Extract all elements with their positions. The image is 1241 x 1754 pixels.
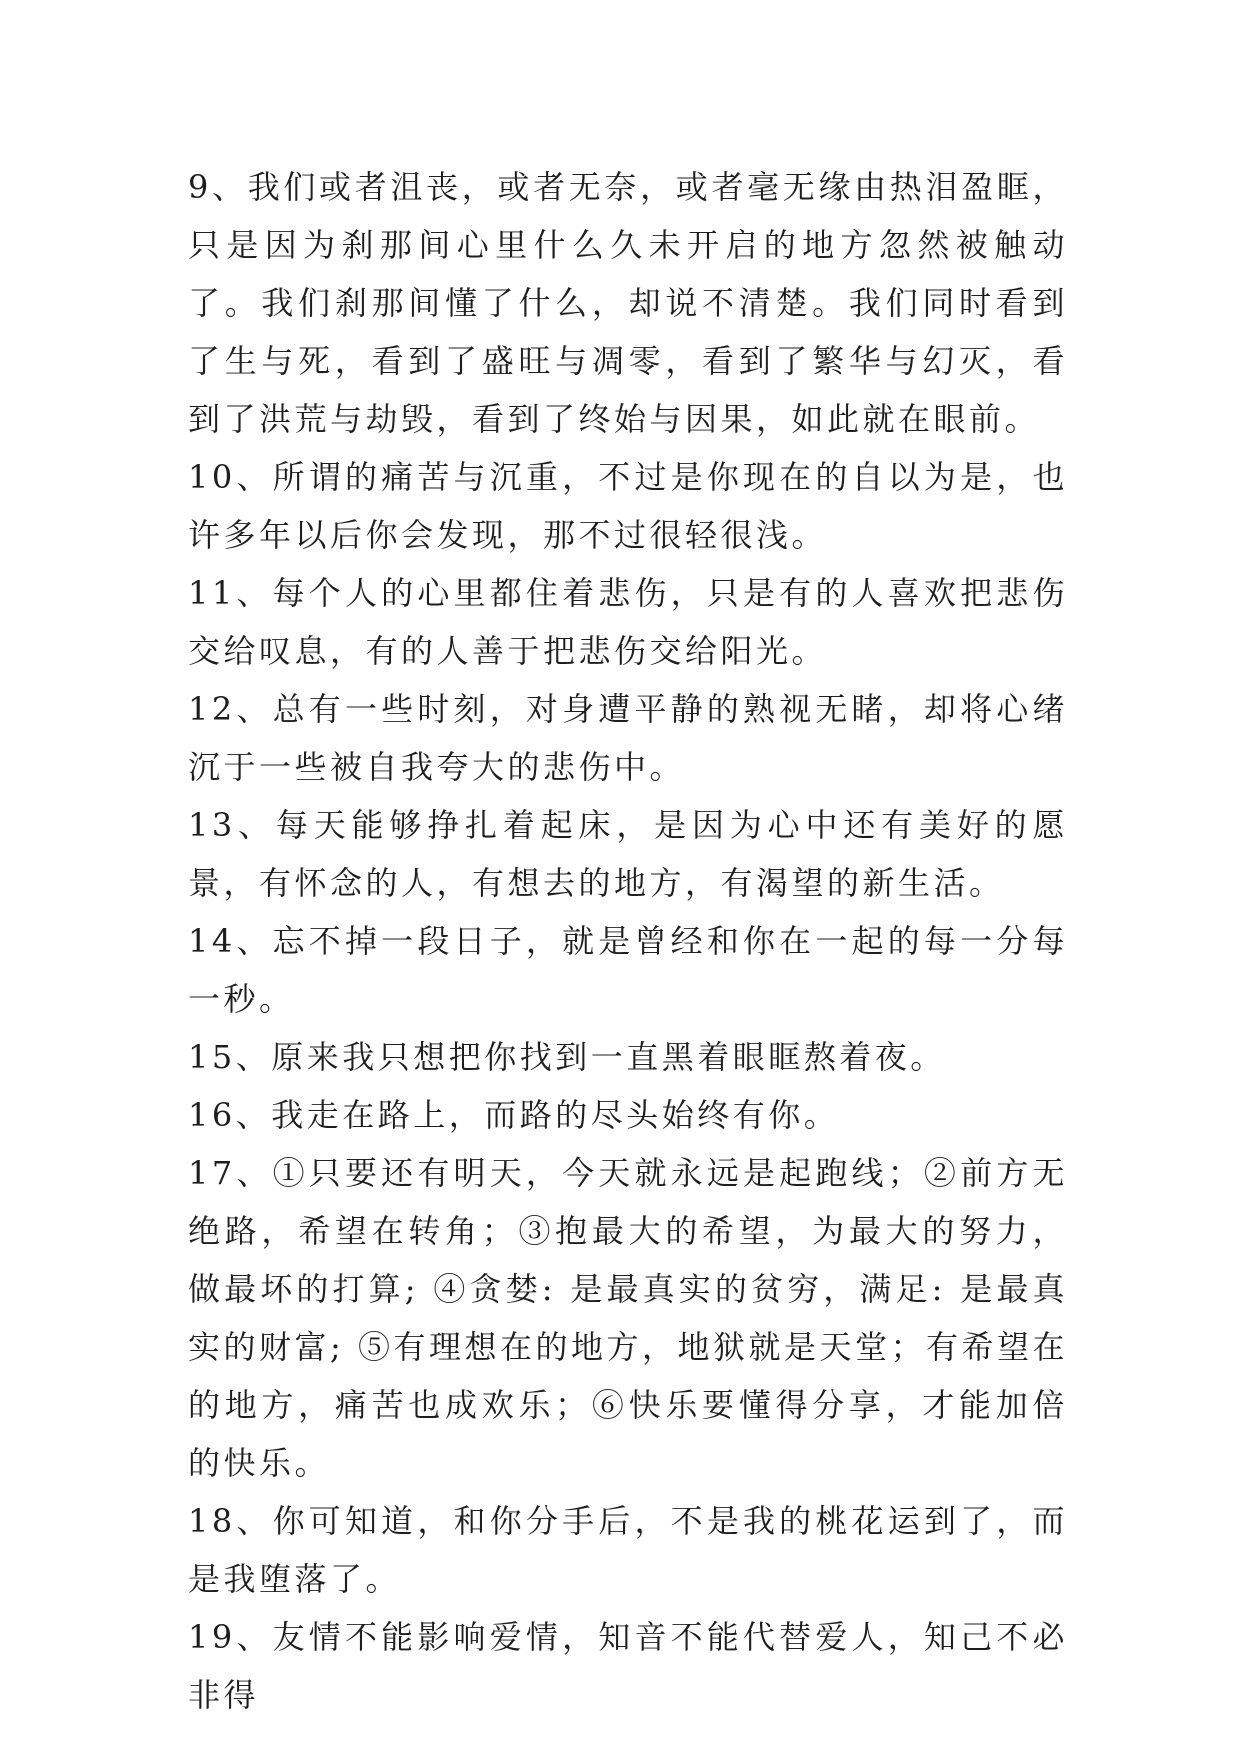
paragraph-item-16: 16、我走在路上，而路的尽头始终有你。 [188, 1096, 840, 1134]
paragraph-item-15: 15、原来我只想把你找到一直黑着眼眶熬着夜。 [188, 1038, 946, 1076]
paragraph-item-11: 11、每个人的心里都住着悲伤，只是有的人喜欢把悲伤交给叹息，有的人善于把悲伤交给阳光。 [188, 574, 1068, 670]
paragraph-item-14: 14、忘不掉一段日子，就是曾经和你在一起的每一分每一秒。 [188, 922, 1068, 1018]
paragraph-item-17: 17、①只要还有明天，今天就永远是起跑线；②前方无绝路，希望在转角；③抱最大的希望，为最大的努力，做最坏的打算; ④贪婪: 是最真实的贫穷，满足: 是最真实的财富; ⑤有理想在的地方，地狱就是天堂；有希望在的地方，痛苦也成欢乐；⑥快乐要懂得分享，才能加倍的快乐。 [188, 1154, 1068, 1482]
paragraph-item-10: 10、所谓的痛苦与沉重，不过是你现在的自以为是，也许多年以后你会发现，那不过很轻很浅。 [188, 458, 1068, 554]
document-body [188, 158, 1068, 1724]
paragraph-item-9: 9、我们或者沮丧，或者无奈，或者毫无缘由热泪盈眶，只是因为刹那间心里什么久未开启的地方忽然被触动了。我们刹那间懂了什么，却说不清楚。我们同时看到了生与死，看到了盛旺与凋零，看到了繁华与幻灭，看到了洪荒与劫毁，看到了终始与因果，如此就在眼前。 [188, 168, 1068, 438]
paragraph-item-19: 19、友情不能影响爱情，知音不能代替爱人，知己不必非得 [188, 1618, 1068, 1714]
paragraph-item-13: 13、每天能够挣扎着起床，是因为心中还有美好的愿景，有怀念的人，有想去的地方，有渴望的新生活。 [188, 806, 1068, 902]
paragraph-item-12: 12、总有一些时刻，对身遭平静的熟视无睹，却将心绪沉于一些被自我夸大的悲伤中。 [188, 690, 1068, 786]
paragraph-item-18: 18、你可知道，和你分手后，不是我的桃花运到了，而是我堕落了。 [188, 1502, 1068, 1598]
